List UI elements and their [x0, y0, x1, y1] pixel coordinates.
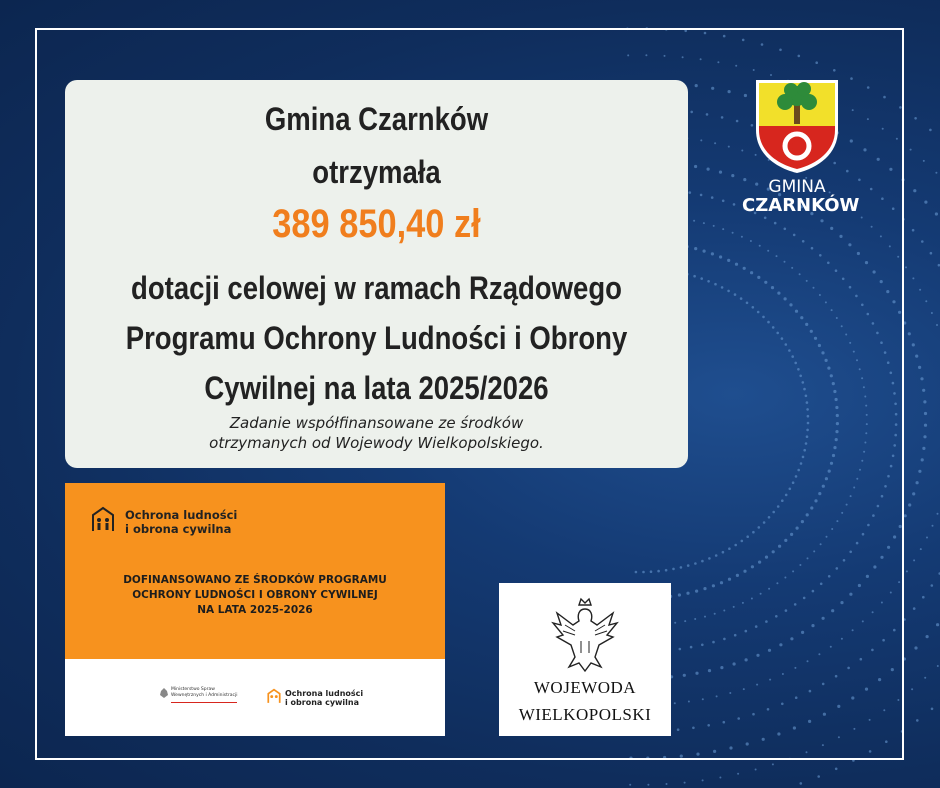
- description-line-3: Cywilnej na lata 2025/2026: [204, 370, 549, 406]
- eagle-small-icon: [159, 687, 169, 699]
- decor-dot: [915, 355, 918, 358]
- decor-dot: [922, 389, 925, 392]
- decor-dot: [931, 584, 934, 587]
- description-line-1: dotacji celowej w ramach Rządowego: [131, 270, 622, 306]
- decor-dot: [916, 719, 919, 722]
- decor-dot: [923, 400, 926, 403]
- decor-dot: [913, 559, 915, 561]
- decor-dot: [913, 189, 916, 192]
- decor-dot: [924, 201, 927, 204]
- ministry-line-2: Wewnętrznych i Administracji: [171, 693, 238, 698]
- gmina-czarnkow-logo: [742, 78, 860, 218]
- coat-of-arms-icon: [752, 78, 842, 174]
- decor-dot: [935, 172, 937, 174]
- decor-dot: [906, 570, 908, 572]
- decor-dot: [835, 768, 838, 771]
- decor-dot: [702, 779, 704, 781]
- cofinancing-note-line-2: otrzymanych od Wojewody Wielkopolskiego.: [209, 434, 544, 452]
- decor-dot: [912, 492, 915, 495]
- decor-dot: [930, 252, 933, 255]
- program-banner-top: [65, 483, 445, 659]
- logo-text-gmina: GMINA: [768, 177, 826, 197]
- decor-dot: [924, 424, 927, 427]
- decor-dot: [919, 289, 921, 291]
- program-brand-line-2: i obrona cywilna: [125, 522, 232, 536]
- program-brand-line-1: Ochrona ludności: [125, 508, 238, 522]
- decor-dot: [921, 458, 924, 461]
- decor-dot: [910, 149, 912, 151]
- decor-dot: [924, 412, 927, 415]
- footer-brand-line-1: Ochrona ludności: [285, 689, 364, 698]
- cofinanced-line-1: DOFINANSOWANO ZE ŚRODKÓW PROGRAMU: [123, 574, 387, 586]
- decor-dot: [920, 548, 922, 550]
- cofinanced-statement: [65, 573, 445, 618]
- ministry-line-1: Ministerstwo Spraw: [171, 687, 215, 692]
- decor-dot: [772, 763, 774, 765]
- grant-amount: 389 850,40 zł: [272, 202, 481, 246]
- footer-brand-line-2: i obrona cywilna: [285, 698, 359, 707]
- decor-dot: [931, 708, 934, 711]
- white-eagle-emblem-icon: [545, 595, 625, 675]
- decor-dot: [936, 623, 939, 626]
- decor-dot: [929, 129, 932, 132]
- decor-dot: [737, 773, 739, 775]
- description-line-2: Programu Ochrony Ludności i Obrony: [125, 320, 628, 356]
- decor-dot: [918, 470, 921, 473]
- decor-dot: [926, 635, 929, 638]
- decor-dot: [629, 784, 631, 786]
- decor-dot: [666, 783, 668, 785]
- decor-dot: [912, 343, 915, 346]
- ministry-label: [171, 687, 237, 699]
- decor-dot: [923, 160, 925, 162]
- decor-dot: [922, 447, 925, 450]
- decor-dot: [817, 775, 820, 778]
- decor-dot: [937, 513, 939, 515]
- decor-dot: [920, 377, 923, 380]
- decor-dot: [935, 212, 938, 215]
- decor-dot: [912, 229, 915, 232]
- decor-dot: [936, 324, 938, 326]
- decor-dot: [922, 596, 925, 599]
- decor-dot: [937, 665, 939, 667]
- decor-dot: [918, 366, 921, 369]
- voivode-text-line-1: WOJEWODA: [533, 678, 637, 697]
- footer-program-brand: [285, 689, 363, 707]
- decor-dot: [647, 784, 649, 786]
- decor-dot: [916, 481, 919, 484]
- decor-dot: [931, 312, 933, 314]
- ministry-underline: [171, 702, 237, 703]
- decor-dot: [908, 503, 911, 506]
- decor-dot: [912, 277, 914, 279]
- decor-dot: [932, 525, 934, 527]
- decor-dot: [755, 769, 757, 771]
- decor-dot: [921, 240, 924, 243]
- decor-dot: [914, 646, 917, 649]
- decor-dot: [923, 435, 926, 438]
- logo-text-czarnkow: CZARNKÓW: [742, 195, 860, 216]
- decor-dot: [904, 514, 907, 517]
- municipality-name: Gmina Czarnków: [264, 101, 489, 137]
- announcement-card: [65, 80, 688, 468]
- decor-dot: [926, 537, 928, 539]
- decor-dot: [800, 782, 803, 785]
- decor-dot: [913, 607, 916, 610]
- decor-dot: [914, 117, 917, 120]
- civil-protection-logo-icon: [89, 505, 117, 533]
- program-banner: [65, 483, 445, 736]
- decor-dot: [924, 677, 926, 679]
- voivode-text-line-2: WIELKOPOLSKI: [518, 705, 652, 724]
- voivode-logo: [499, 583, 671, 736]
- civil-protection-small-icon: [266, 688, 282, 704]
- decor-dot: [925, 300, 927, 302]
- cofinanced-line-3: NA LATA 2025-2026: [197, 604, 313, 616]
- program-brand: [125, 508, 237, 536]
- decor-dot: [908, 332, 911, 335]
- decor-dot: [911, 688, 913, 690]
- cofinanced-line-2: OCHRONY LUDNOŚCI I OBRONY CYWILNEJ: [132, 589, 378, 601]
- decor-dot: [684, 782, 686, 784]
- received-text: otrzymała: [312, 154, 441, 190]
- cofinancing-note-line-1: Zadanie współfinansowane ze środków: [229, 414, 524, 432]
- decor-dot: [719, 777, 721, 779]
- decor-dot: [905, 266, 907, 268]
